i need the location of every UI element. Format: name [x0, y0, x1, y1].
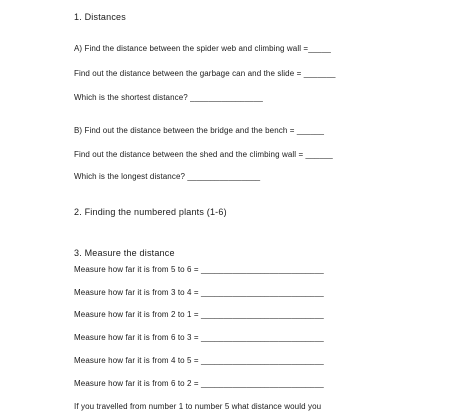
measure-line-4-5: Measure how far it is from 4 to 5 = ___________________________	[74, 356, 324, 365]
measure-heading: 3. Measure the distance	[74, 248, 175, 258]
distances-heading: 1. Distances	[74, 12, 126, 22]
measure-line-6-3: Measure how far it is from 6 to 3 = ___________________________	[74, 333, 324, 342]
measure-line-2-1: Measure how far it is from 2 to 1 = ___________________________	[74, 310, 324, 319]
measure-line-5-6: Measure how far it is from 5 to 6 = ___________________________	[74, 265, 324, 274]
measure-line-6-2: Measure how far it is from 6 to 2 = ___________________________	[74, 379, 324, 388]
question-garbage-slide: Find out the distance between the garbage can and the slide = _______	[74, 69, 336, 78]
plants-heading: 2. Finding the numbered plants (1-6)	[74, 207, 227, 217]
question-shortest-distance: Which is the shortest distance? ________________	[74, 93, 263, 102]
question-shed-wall: Find out the distance between the shed and the climbing wall = ______	[74, 150, 333, 159]
travel-question: If you travelled from number 1 to number 5 what distance would you	[74, 402, 322, 411]
question-spider-web-wall: A) Find the distance between the spider web and climbing wall =_____	[74, 44, 331, 53]
question-bridge-bench: B) Find out the distance between the bridge and the bench = ______	[74, 126, 325, 135]
measure-line-3-4: Measure how far it is from 3 to 4 = ___________________________	[74, 288, 324, 297]
question-longest-distance: Which is the longest distance? ________________	[74, 172, 261, 181]
